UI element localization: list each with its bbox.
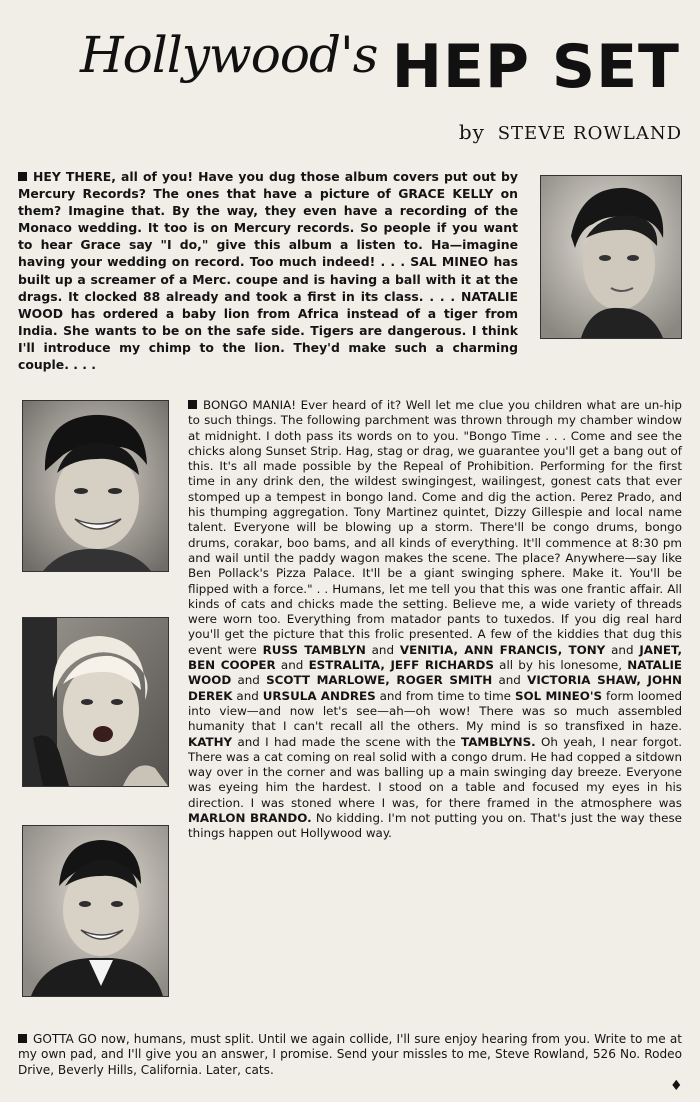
photo-portrait-smiling-man [22,400,169,572]
name-run: VICTORIA SHAW, JOHN DEREK [188,673,682,703]
name-run: RUSS TAMBLYN [262,642,366,657]
author-name: STEVE ROWLAND [497,123,682,144]
name-run: TAMBLYNS. [461,734,536,749]
column-title [80,20,680,115]
text-run: all by his lonesome, [493,658,628,673]
text-run: and [275,658,309,673]
name-run: URSULA ANDRES [262,688,376,703]
name-run: VENITIA, ANN FRANCIS, TONY [399,642,606,657]
photo-portrait-man-suit [22,825,169,997]
text-run: Oh yeah, I near forgot. There was a cat coming on real solid with a congo drum. He had copped a sitdown way over in the corner and was balling up a main swinging day breeze. Everyone was eyeing him the hardest. I stood on a table and focused my eyes in his direction. I was stoned where I was, for there framed in the atmosphere was [188,734,683,810]
portrait-image [23,618,168,786]
text-run: HEY THERE, all of you! Have you dug those album covers put out by Mercury Records? The ones that have a picture of [18,169,518,202]
text-run: GOTTA GO now, humans, must split. Until we again collide, I'll sure enjoy hearing from you. Write to me at my own pad, and I'll give you an answer, I promise. Send your missles to me, Steve Rowland, 526 No. Rodeo Drive, Beverly Hills, California. Later, cats. [18,1032,682,1077]
paragraph-gotta-go [18,1032,682,1078]
name-run: SOL MINEO'S [514,688,603,703]
bullet-icon [18,1034,27,1043]
portrait-image [23,401,168,571]
text-run: NATALIE WOOD [18,288,518,321]
name-run: KATHY [188,734,233,749]
text-run: and from time to time [375,688,515,703]
text-run: and [605,642,640,657]
text-run: and [365,642,400,657]
name-run: SCOTT MARLOWE, ROGER SMITH [266,673,493,688]
text-run: form loomed into view—and now let's see—ah—oh wow! There was so much assembled humanity that I can't recall all the others. My mind is so transfixed in haze. [188,688,682,734]
bullet-icon [18,172,27,181]
text-run: GRACE KELLY [398,186,494,202]
text-run: has built up a screamer of a Merc. coupe and is having a ball with it at the drags. It clocked 88 already and took a first in its class. . . . [18,254,519,304]
portrait-image [23,826,168,996]
text-run: has ordered a baby lion from Africa instead of a tiger from India. She wants to be on the safe side. Tigers are dangerous. I think I'll introduce my chimp to the lion. They'd make such a charming couple. . . . [18,305,518,373]
text-run: on them? Imagine that. By the way, they even have a recording of the Monaco wedding. It too is on Mercury records. So people if you want to hear Grace say "I do," give this album a listen to. Ha—imagine having your wedding on record. Too much indeed! . . . [18,186,518,270]
text-run: and I had made the scene with the [232,734,462,749]
name-run: JANET, BEN COOPER [188,642,682,673]
photo-portrait-blonde-woman [22,617,169,787]
title-bold: HEP SET [391,32,680,102]
text-run: and [492,673,528,688]
name-run: NATALIE WOOD [188,658,682,688]
paragraph-hey-there [18,168,518,373]
end-mark-icon: ♦ [670,1078,683,1094]
byline-by: by [458,120,485,144]
paragraph-bongo-mania [188,398,682,842]
text-run: No kidding. I'm not putting you on. That's just the way these things happen out Hollywood way. [188,811,682,841]
name-run: ESTRALITA, JEFF RICHARDS [308,658,494,673]
text-run: and [231,673,267,688]
text-run: SAL MINEO [410,254,489,270]
photo-portrait-young-man [540,175,682,339]
text-run: and [232,688,263,703]
text-run: BONGO MANIA! Ever heard of it? Well let me clue you children what are un-hip to such things. The following parchment was thrown through my chamber window at midnight. I doth pass its words on to you. "Bongo Time . . . Come and see the chicks along Sunset Strip. Hag, stag or drag, we guarantee you'll get a bang out of this. It's all made possible by the Repeal of Prohibition. Performing for the first time in any drink den, the wildest swingingest, wailingest, gonest cats that ever stomped up a tempest in bongo land. Come and dig the action. Perez Prado, and his thumping aggregation. Tony Martinez quintet, Dizzy Gillespie and local name talent. Everyone will be blowing up a storm. There'll be congo drums, bongo drums, corakar, boo bams, and all kinds of everything. It'll commence at 8:30 pm and wail until the paddy wagon makes the scene. The place? Anywhere—say like Ben Pollack's Pizza Palace. It'll be a giant swinging sphere. Make it. You'll be flipped with a force." . . Humans, let me tell you that this was one frantic affair. All kinds of cats and chicks made the setting. Believe me, a wide variety of threads were worn too. Everything from matador pants to tuxedos. If you dig real hard you'll get the picture that this frolic presented. A few of the kiddies that dug this event were [188,398,682,657]
bullet-icon [188,400,197,409]
portrait-image [541,176,681,338]
title-script: Hollywood's [80,26,378,84]
name-run: MARLON BRANDO. [188,811,312,826]
byline [459,120,682,144]
